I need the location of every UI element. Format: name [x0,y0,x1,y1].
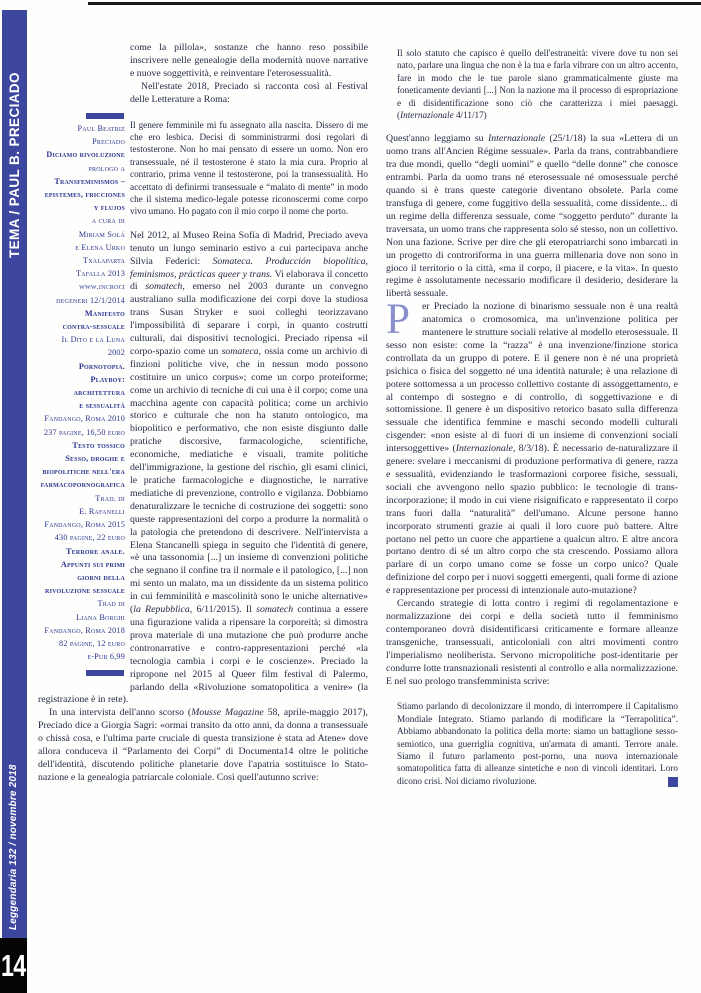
bibliography-line: epistemes, fricciones [44,190,125,200]
bibliography-line: Trad di [97,599,125,609]
bibliography-line: Pornotopia. [78,361,125,371]
bibliography-line: Testo tossico [72,440,125,450]
paragraph: Quest'anno leggiamo su Internazionale (25/1/18) la sua «Lettera di un uomo trans all'Ancien Régime sessuale». Parla da trans, contrabbandiere tra due mondi, quello “degli uomini” e quello “delle donne” che conosce entrambi. Parla da uomo trans né eterosessuale né omosessuale perché quando si è trans queste categorie diventano obsolete. Parla come transfuga di genere, come fuggitivo della sessualità, come dissidente... di un regime della differenza sessuale, come “soggetto perduto” durante la traversata, un uomo trans che rappresenta solo sé stesso, non un collettivo. Non una fazione. Scrive per dire che gli eteropatriarchi sono imbarcati in un progetto di controriforma in una guerra millenaria dove non sono in gioco il territorio o la città, «ma il corpo, il piacere, e la vita». In questo regime è assolutamente necessario modificare il desiderio, desiderare la libertà sessuale. [386,133,678,300]
theme-label: TEMA / PAUL B. PRECIADO [7,72,22,258]
bibliography-line: Manifesto [84,308,125,318]
bibliography-line: Paul Beatriz [77,124,125,133]
bibliography-line: contra-sessuale [62,322,125,332]
paragraph: In una intervista dell'anno scorso (Mousse Magazine 58, aprile-maggio 2017), Preciado dice a Giorgia Sagri: «ormai transito da otto anni, da donna a transessuale o chissà cosa, e l'ultima parte cruciale di questa transizione è stata ad Atene» dove allora conduceva il “Parlamento dei Corpi” di Documenta14 oltre le politiche dell'identità, discutendo politiche planetarie dove l'apatria sostituisce lo Stato-nazione e la genealogia patriarcale coloniale. Così quell'autunno scrive: [38,707,368,783]
drop-cap: P [386,296,410,344]
bibliography-line: Transfeminismos – [54,176,125,186]
bibliography-line: Txalaparta [83,256,125,266]
blockquote: Il genere femminile mi fu assegnato alla nascita. Dissero di me che ero lesbica. Decisi di somministrarmi dosi regolari di testosterone. Non ho mai pensato di essere un uomo. Non ero transessuale, né il testosterone è stato la mia cura. Proprio al contrario, prima venne il testosterone, poi la transessualità. Ho accettato di definirmi transessuale e “malato di mente” in modo che il sistema medico-legale potesse riconoscermi come corpo vivo umano. Ho pagato con il mio corpo il nome che porto. [130,119,368,217]
bibliography-line: 82 pagine, 12 euro [59,638,125,648]
paragraph: Cercando strategie di lotta contro i regimi di regolamentazione e normalizzazione dei corpi e della società tutto il femminismo contemporaneo dovrà disidentificarsi criticamente e formare alleanze transgeniche, transessuali, anticoloniali con altri movimenti contro l'imperialismo neoliberista. Servono micropolitiche post-identitarie per condurre lotte transnazionali resistenti al controllo e alla normalizzazione. E nel suo prologo transfemminista scrive: [386,598,678,687]
blockquote: Il solo statuto che capisco è quello dell'estraneità: vivere dove tu non sei nato, parlare una lingua che non è la tua e farla vibrare con un altro accento, fare in modo che le tue parole siano grammaticalmente giuste ma foneticamente devianti [...] Non la nazione ma il processo di espropriazione e di disidentificazione sono ciò che caratterizza i miei paesaggi. (Internazionale 4/11/17) [397,48,678,121]
bibliography-line: Fandango, Roma 2018 [44,625,125,635]
end-of-article-mark [668,777,678,787]
bibliography-line: Fandango, Roma 2010 [44,414,125,424]
bibliography-line: rivoluzione sessuale [45,586,125,596]
bibliography-line: Preciado [92,137,125,147]
bibliography-line: Fandango, Roma 2015 [44,520,125,530]
bibliography-line: Terrore anale. [65,546,125,556]
bibliography-line: biopolitiche nell'era [42,467,125,477]
blockquote: Stiamo parlando di decolonizzare il mondo, di interrompere il Capitalismo Mondiale Integrato. Stiamo parlando di modificare la “Terrapolitica”. Abbiamo abbandonato la politica della morte: siamo un battaglione sesso-semiotico, una guerriglia cognitiva, un'armata di amanti. Terrore anale. Siamo il futuro parlamento post-porno, una nuova internazionale somatopolitica fatta di alleanze sintetiche e non di vincoli identitari. Loro dicono crisi. Noi diciamo rivoluzione. [397,701,678,786]
bibliography-line: degeneri 12/1/2014 [56,295,125,305]
paragraph: Nell'estate 2018, Preciado si racconta così al Festival delle Letterature a Roma: [130,80,368,105]
bibliography-line: architettura [73,388,125,398]
article-column-2 [386,42,678,972]
bibliography-line: a cura di [91,216,125,226]
bibliography-line: Appunti sui primi [60,559,125,569]
bibliography-line: Sesso, droghe e [65,454,125,464]
bibliography-line: 430 pagine, 22 euro [54,533,125,543]
issue-label: Leggendaria 132 / novembre 2018 [7,764,19,930]
bibliography-line: giorni della [77,572,125,582]
bibliography-line: 2002 [107,348,125,358]
bibliography-line: Trad. di [95,493,125,503]
bibliography-line: y flujos [94,203,125,213]
bibliography-line: Miriam Solá [78,229,125,239]
left-theme-band [2,10,27,938]
sidebar-spacer [38,42,130,687]
page-top-edge-line [88,2,701,5]
bibliography-line: Liana Borghi [76,612,125,622]
bibliography-line: e sessualità [79,401,125,411]
bibliography-line: e-Pub 6,99 [87,652,125,662]
bibliography-line: www.incroci [79,282,125,292]
bibliography-line: Playboy: [90,374,125,384]
article-column-1 [38,42,368,942]
page-number: 14 [1,947,26,983]
paragraph: P er Preciado la nozione di binarismo sessuale non è una realtà anatomica o cromosomica, ma un'invenzione politica per mantenere le strutture sociali relative al modello eterosessuale. Il sesso non esiste: come la “razza” è una invenzione/finzione storica controllata da un gruppo di potere. E il genere non è né una proprietà psichica o fisica del soggetto né una identità naturale; è una relazione di potere sottomessa a un processo collettivo costante di assoggettamento, e al contempo di sostegno e di controllo, di soggettivazione e di sottomissione. Il genere è un dispositivo retorico basato sulla differenza sessuale che identifica femmine e maschi secondo modelli culturali cisgender: «non esiste al di fuori di un insieme di convenzioni sociali intersoggettive» (Internazionale, 8/3/18). È necessario de-naturalizzare il genere: svelare i meccanismi di produzione performativa di genere, razza e sessualità, evidenziando le trasformazioni corporee fisiche, sessuali, sociali che avvengono nello spazio pubblico: le tecnologie di trans-incorporazione; il modo in cui viene risignificato e rappresentato il corpo trans fuori dalla “naturalità” dell'umano. Alcune persone hanno incorporato strumenti grazie ai quali il loro cuore può battere. Altre portano nel petto un cuore che appartiene a qualcun altro. E altre ancora portano dentro di sé un altro corpo che sta crescendo. Possiamo allora parlare di un corpo umano come se fosse un corpo unico? Quale definizione del corpo per i nuovi soggetti emergenti, quali forme di azione e rappresentazione per processi di intenzionale auto-mutazione? [386,296,678,597]
page-number-box [0,938,27,993]
bibliography-line: farmacopornografica [40,480,125,490]
bibliography-line: Il Dito e la Luna [61,335,125,345]
paragraph: Nel 2012, al Museo Reina Sofía di Madrid, Preciado aveva tenuto un lungo seminario estivo a cui partecipava anche Silvia Federici: Somateca. Producción biopolítica, feminismos, prácticas queer y trans. Vi elaborava il concetto di somatech, emerso nel 2003 durante un convegno australiano sulla modificazione dei corpi dove la studiosa trans Susan Stryker e suoi colleghi teorizzavano l'impossibilità di separare i corpi, in quanto costrutti culturali, dai dispositivi tecnologici. Preciado ripensa «il corpo-spazio come un somateca, ossia come un archivio di finzioni politiche vive, che in nessun modo possono costituire un unico corpus»; come un corpo proteiforme; come un archivio di tecniche di cui una è il corpo; come una macchina agente con capacità politica; come un archivio storico e culturale che non ha statuto ontologico, ma biopolitico e performativo, che non esiste disgiunto dalle pratiche discorsive, farmacologiche, scientifiche, economiche, mediatiche e visuali, tramite politiche dell'immigrazione, la gestione del rischio, gli esami clinici, le pratiche farmacologiche e diagnostiche, le narrative mediatiche di prevenzione, controllo e vigilanza. Dobbiamo denaturalizzare le tecniche di costruzione dei soggetti: sono queste rappresentazioni del corpo a produrre la normalità o la patologia che pretendono di descrivere. Nell'intervista a Elena Stancanelli spiega in seguito che l'identità di genere, «è una tassonomia [...] un insieme di convenzioni politiche che segnano il confine tra il normale e il patologico, [...] non mi sento un malato, ma un dissidente da un sistema politico in cui femminilità e mascolinità sono le uniche alternative» (la Repubblica, 6/11/2015). Il somatech continua a essere una figurazione valida a ripensare la corporeità; si dimostra prova materiale di una mutazione che può produrre anche contronarrative e contro-rappresentazioni perché «la tecnologia cambia i corpi e le coscienze». Preciado la ripropone nel 2015 al Queer film festival di Palermo, parlando della «Rivoluzione somatopolitica a venire» (la registrazione è in rete). [38,229,369,706]
bibliography-line: E. Rafanelli [79,506,125,516]
bibliography-line: Tafalla 2013 [75,269,125,279]
bibliography-line: e Elena Urko [75,242,125,252]
bibliography-line: prologo a [88,163,125,173]
bibliography-line: Diciamo rivoluzione [46,150,125,160]
paragraph: come la pillola», sostanze che hanno reso possibile inscrivere nelle genealogie della modernità nuove narrative e nuove soggettività, e reinventare l'eterosessualità. [130,42,368,79]
bibliography-line: 237 pagine, 16,50 euro [43,427,125,437]
